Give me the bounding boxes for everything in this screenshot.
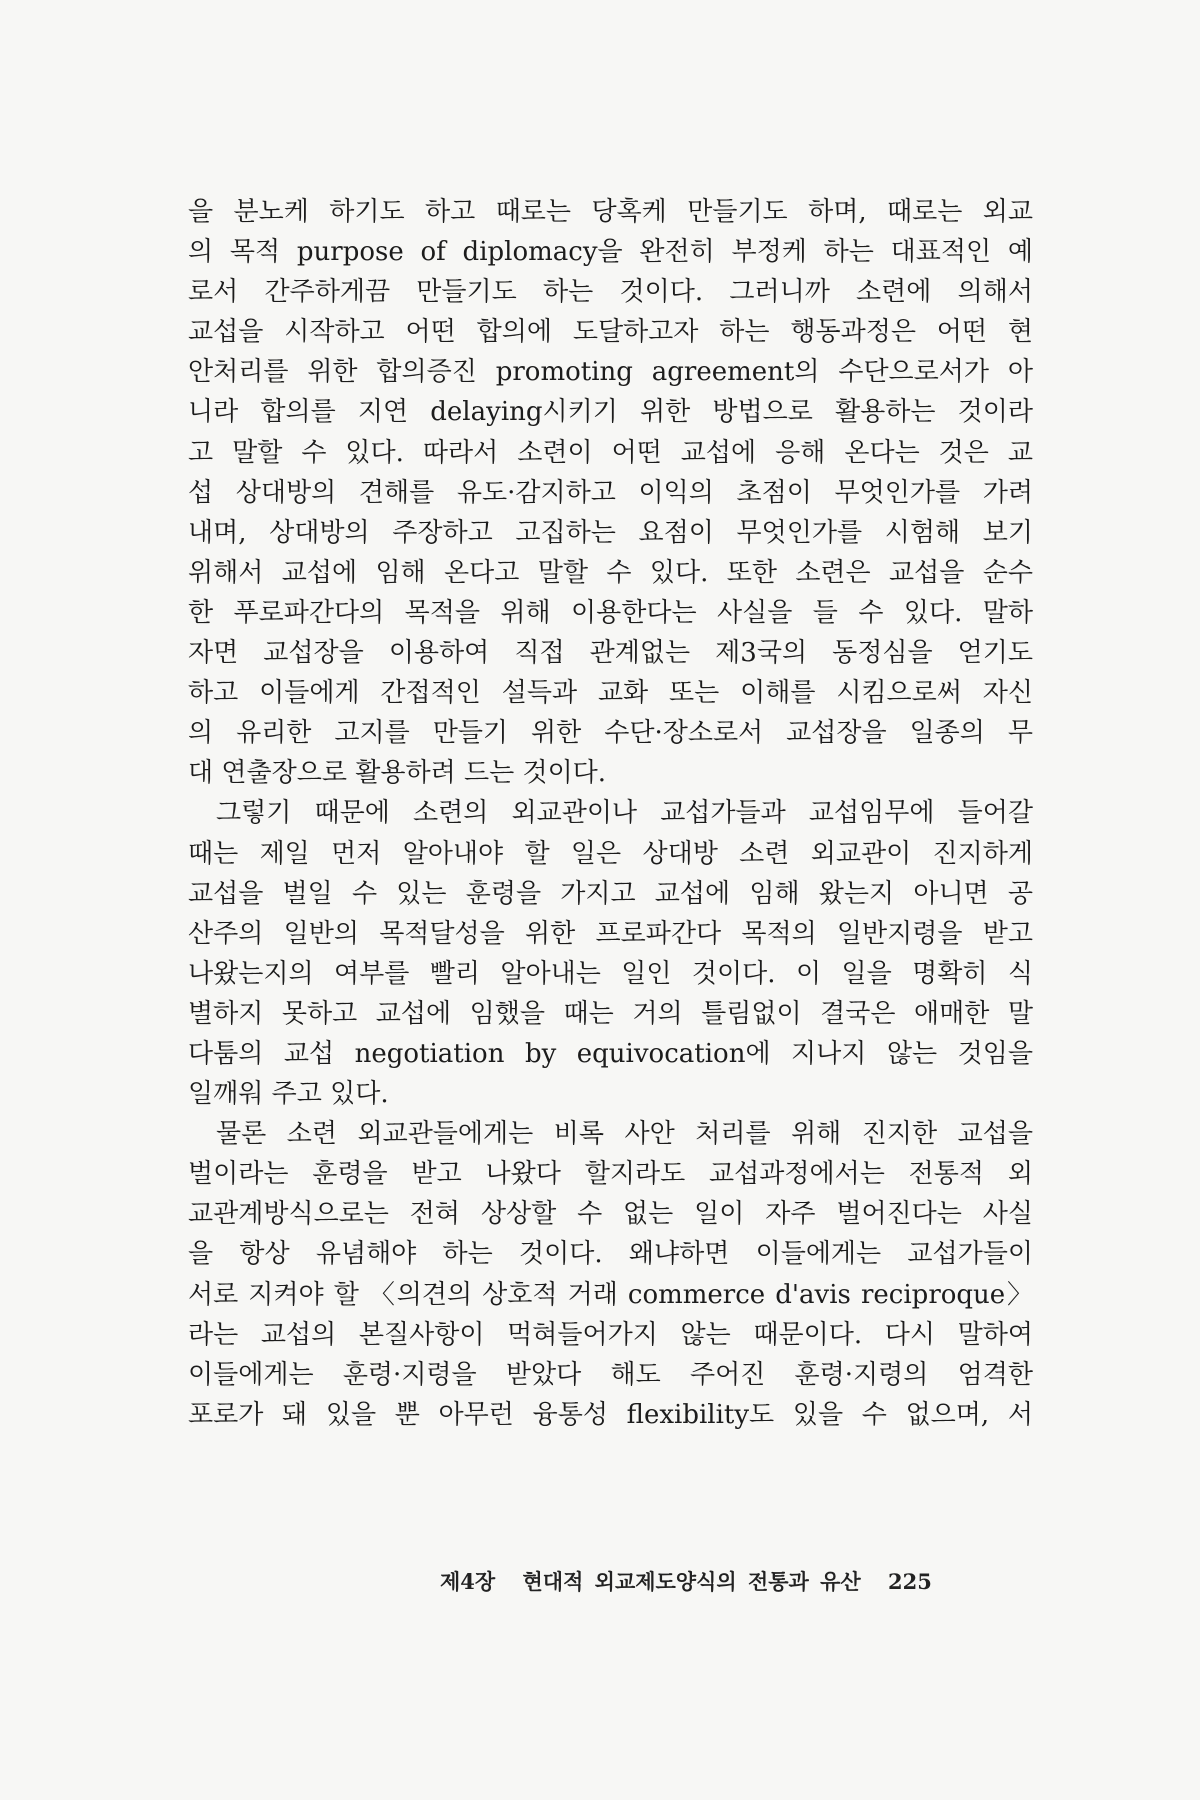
text-line: 내며, 상대방의 주장하고 고집하는 요점이 무엇인가를 시험해 보기 bbox=[188, 517, 1033, 548]
text-line: 산주의 일반의 목적달성을 위한 프로파간다 목적의 일반지령을 받고 bbox=[188, 918, 1033, 949]
text-line: 위해서 교섭에 임해 온다고 말할 수 있다. 또한 소련은 교섭을 순수 bbox=[188, 557, 1033, 588]
text-line: 포로가 돼 있을 뿐 아무런 융통성 flexibility도 있을 수 없으며, 서 bbox=[188, 1399, 1033, 1430]
text-line: 한 푸로파간다의 목적을 위해 이용한다는 사실을 들 수 있다. 말하 bbox=[188, 597, 1033, 628]
paragraph-start-line: 물론 소련 외교관들에게는 비록 사안 처리를 위해 진지한 교섭을 bbox=[216, 1119, 1033, 1150]
text-line: 안처리를 위한 합의증진 promoting agreement의 수단으로서가 아 bbox=[188, 357, 1033, 388]
text-line: 을 항상 유념해야 하는 것이다. 왜냐하면 이들에게는 교섭가들이 bbox=[188, 1239, 1033, 1270]
text-line: 의 유리한 고지를 만들기 위한 수단·장소로서 교섭장을 일종의 무 bbox=[188, 718, 1033, 749]
text-line: 이들에게는 훈령·지령을 받았다 해도 주어진 훈령·지령의 엄격한 bbox=[188, 1359, 1033, 1390]
text-line: 교관계방식으로는 전혀 상상할 수 없는 일이 자주 벌어진다는 사실 bbox=[188, 1199, 1033, 1230]
running-footer bbox=[440, 1565, 1040, 1599]
text-line: 라는 교섭의 본질사항이 먹혀들어가지 않는 때문이다. 다시 말하여 bbox=[188, 1319, 1033, 1350]
text-line: 별하지 못하고 교섭에 임했을 때는 거의 틀림없이 결국은 애매한 말 bbox=[188, 998, 1033, 1029]
paragraph-start-line: 그렇기 때문에 소련의 외교관이나 교섭가들과 교섭임무에 들어갈 bbox=[216, 798, 1033, 829]
text-line: 다툼의 교섭 negotiation by equivocation에 지나지 않는 것임을 bbox=[188, 1038, 1033, 1069]
text-line: 자면 교섭장을 이용하여 직접 관계없는 제3국의 동정심을 얻기도 bbox=[188, 638, 1033, 669]
text-line: 일깨워 주고 있다. bbox=[188, 1079, 389, 1110]
text-line: 벌이라는 훈령을 받고 나왔다 할지라도 교섭과정에서는 전통적 외 bbox=[188, 1159, 1033, 1190]
text-line: 을 분노케 하기도 하고 때로는 당혹케 만들기도 하며, 때로는 외교 bbox=[188, 197, 1033, 227]
text-line: 나왔는지의 여부를 빨리 알아내는 일인 것이다. 이 일을 명확히 식 bbox=[188, 958, 1033, 989]
text-line: 고 말할 수 있다. 따라서 소련이 어떤 교섭에 응해 온다는 것은 교 bbox=[188, 437, 1033, 468]
body-text bbox=[188, 192, 1033, 1435]
text-line: 교섭을 벌일 수 있는 훈령을 가지고 교섭에 임해 왔는지 아니면 공 bbox=[188, 878, 1033, 909]
text-line: 섭 상대방의 견해를 유도·감지하고 이익의 초점이 무엇인가를 가려 bbox=[188, 477, 1033, 508]
footer-chapter: 제4장 bbox=[440, 1569, 496, 1594]
page-number: 225 bbox=[888, 1569, 932, 1594]
text-line: 니라 합의를 지연 delaying시키기 위한 방법으로 활용하는 것이라 bbox=[188, 397, 1033, 428]
text-line: 로서 간주하게끔 만들기도 하는 것이다. 그러니까 소련에 의해서 bbox=[188, 277, 1033, 308]
text-line: 서로 지켜야 할 〈의견의 상호적 거래 commerce d'avis reciproque〉 bbox=[188, 1279, 1033, 1310]
text-line: 의 목적 purpose of diplomacy을 완전히 부정케 하는 대표적인 예 bbox=[188, 237, 1033, 268]
text-line: 하고 이들에게 간접적인 설득과 교화 또는 이해를 시킴으로써 자신 bbox=[188, 678, 1033, 709]
text-line: 대 연출장으로 활용하려 드는 것이다. bbox=[188, 758, 607, 789]
text-line: 때는 제일 먼저 알아내야 할 일은 상대방 소련 외교관이 진지하게 bbox=[188, 838, 1033, 869]
text-line: 교섭을 시작하고 어떤 합의에 도달하고자 하는 행동과정은 어떤 현 bbox=[188, 317, 1033, 348]
footer-title: 현대적 외교제도양식의 전통과 유산 bbox=[522, 1569, 861, 1594]
